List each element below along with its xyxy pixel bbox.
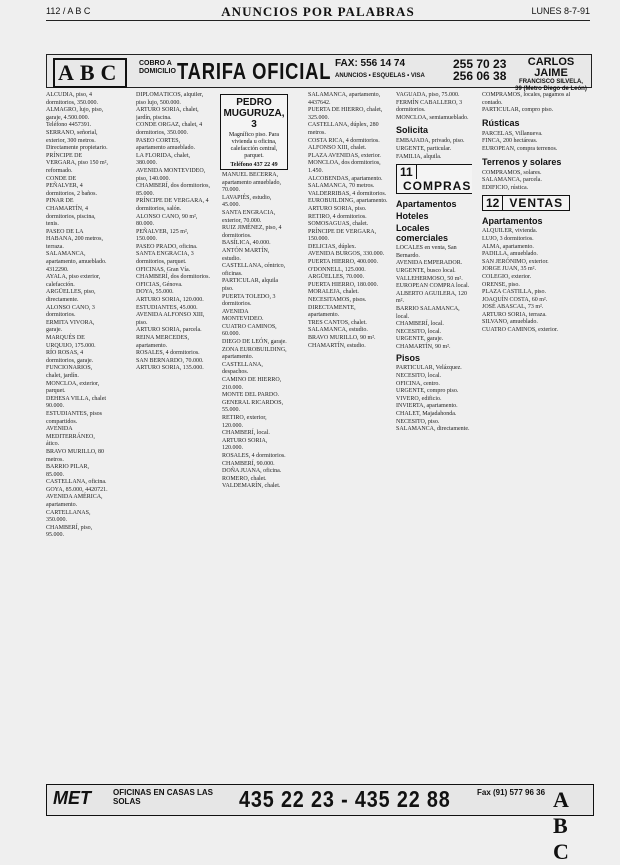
classified-ad: SALAMANCA, directamente. bbox=[396, 426, 470, 433]
classified-ad: ALONSO CANO, 90 m², 80.000. bbox=[136, 213, 198, 228]
classified-ad: CARTELLANAS, 350.000. bbox=[46, 509, 91, 524]
classified-ad: BRAVO MURILLO, 80 metros. bbox=[46, 448, 105, 463]
classified-ad: CHAMBERÍ, dos dormitorios. bbox=[136, 274, 210, 281]
classified-ad: ROSALES, 4 dormitorios. bbox=[136, 350, 200, 357]
classified-ad: PARTICULAR, compro piso. bbox=[482, 107, 554, 114]
classified-ad: ALBERTO AGUILERA, 120 m². bbox=[396, 290, 468, 305]
classified-ad: NECESITO, piso. bbox=[396, 418, 440, 425]
classified-ad: SALAMANCA, estudio. bbox=[308, 327, 368, 334]
section-apartamentos-compras: Apartamentos bbox=[396, 199, 457, 210]
classified-ad: ALCOBENDAS, apartamento. bbox=[308, 175, 383, 182]
classified-ad: FAMILIA, alquila. bbox=[396, 153, 442, 160]
classified-ad: SALAMANCA, parcela. bbox=[482, 177, 542, 184]
classified-ad: AVENIDA MONTEVIDEO. bbox=[222, 308, 264, 323]
classified-ad: COSTA RICA, 4 dormitorios. bbox=[308, 137, 380, 144]
classified-ad: JORGE JUAN, 35 m². bbox=[482, 266, 536, 273]
classified-ad: OFICIAS, Génova. bbox=[136, 281, 183, 288]
classified-ad: EUROBUILDING, apartamento. bbox=[308, 198, 388, 205]
classified-ad: SANTA ENGRACIA, 3 dormitorios, parquet. bbox=[136, 251, 194, 266]
classified-ad: SOMOSAGUAS, chalet. bbox=[308, 221, 369, 228]
classified-ad: DIEGO DE LEÓN, garaje. bbox=[222, 339, 287, 346]
page-number: 112 / A B C bbox=[46, 6, 91, 16]
classified-ad: DOYA, 55.000. bbox=[136, 289, 174, 296]
classified-ad: BRAVO MURILLO, 90 m². bbox=[308, 335, 376, 341]
classified-ad: BARRIO PILAR, 85.000. bbox=[46, 464, 90, 478]
classified-ad: VAGUADA, piso, 75.000. bbox=[396, 92, 460, 98]
classified-ad: EUROPEAN, compra terrenos. bbox=[482, 145, 558, 152]
classified-ad: DIRECTAMENTE, apartamento. bbox=[308, 304, 356, 319]
classified-ad: ARTURO SORIA, 120.000. bbox=[222, 437, 268, 452]
agency-block bbox=[515, 57, 587, 93]
featured-ad-title: PEDRO MUGURUZA, 3 bbox=[223, 97, 285, 130]
classified-ad: ALFONSO XIII, chalet. bbox=[308, 145, 367, 152]
classified-ad: PLAZA AVENIDAS, exterior. bbox=[308, 152, 381, 159]
column-5 bbox=[396, 92, 472, 792]
classified-ad: AVENIDA BURGOS, 330.000. bbox=[308, 251, 385, 258]
classified-ad: FINCA, 200 hectáreas. bbox=[482, 138, 538, 145]
section-hoteles: Hoteles bbox=[396, 211, 429, 222]
section-pisos: Pisos bbox=[396, 353, 421, 364]
section-ventas: 12 VENTAS bbox=[482, 195, 570, 211]
classified-ad: TRES CANTOS, chalet. bbox=[308, 319, 367, 326]
classified-ad: ESTUDIANTES, 45.000. bbox=[136, 304, 198, 311]
classified-ad: CHAMBERÍ, 90.000. bbox=[222, 460, 275, 467]
classified-ad: ARGÜELLES, piso, directamente. bbox=[46, 289, 96, 304]
classified-ad: BARRIO SALAMANCA, local. bbox=[396, 305, 460, 320]
classified-ad: LOCALES en venta, San Bernardo. bbox=[396, 245, 457, 259]
classified-ad: PARTICULAR, alquila piso. bbox=[222, 278, 279, 292]
classified-ad: CHAMARTÍN, 90 m². bbox=[396, 343, 451, 350]
footer-abc-logo: A B C bbox=[553, 787, 573, 864]
classified-ad: CHAMARTÍN, estudio. bbox=[308, 342, 366, 349]
classified-ad: PARCELAS, Villanueva. bbox=[482, 130, 543, 137]
banner-phone-1: 255 70 23 bbox=[453, 57, 507, 71]
column-4 bbox=[308, 92, 388, 792]
column-2 bbox=[136, 92, 210, 792]
classified-ad: CHALET, Majadahonda. bbox=[396, 411, 457, 418]
classified-ad: PUERTA HIERRO, 180.000. bbox=[308, 281, 378, 288]
classified-ad: PUERTA TOLEDO, 3 dormitorios. bbox=[222, 293, 276, 308]
classified-ad: ORENSE, piso. bbox=[482, 281, 520, 288]
classified-ad: DEHESA VILLA, chalet 90.000. bbox=[46, 395, 107, 410]
section-terrenos: Terrenos y solares bbox=[482, 156, 562, 167]
classified-ad: DOÑA JUANA, oficina. bbox=[222, 468, 282, 475]
classified-ad: SAN BERNARDO, 70.000. bbox=[136, 357, 204, 364]
section-locales: Locales comerciales bbox=[396, 223, 449, 244]
column-1 bbox=[46, 92, 108, 792]
classified-ad: ALCUDIA, piso, 4 dormitorios, 350.000. bbox=[46, 92, 98, 106]
tarifa-banner bbox=[46, 54, 592, 92]
classified-ad: ARTURO SORIA, piso. bbox=[308, 205, 367, 212]
classified-ad: URGENTE, particular. bbox=[396, 145, 452, 152]
classified-ad: ERMITA VIVORA, garaje. bbox=[46, 319, 95, 334]
classified-ad: DIPLOMÁTICOS, alquiler, piso lujo, 500.000. bbox=[136, 92, 204, 106]
column-6 bbox=[482, 92, 590, 792]
cobro-domicilio: COBRO A DOMICILIO bbox=[139, 60, 176, 75]
classified-ad: EDIFICIO, rústica. bbox=[482, 184, 529, 191]
classified-ad: AVENIDA MONTEVIDEO, piso, 140.000. bbox=[136, 167, 206, 182]
agency-name: CARLOS JAIME bbox=[527, 56, 575, 79]
classified-ad: AVENIDA ALFONSO XIII, piso. bbox=[136, 312, 205, 326]
footer-banner bbox=[46, 784, 594, 864]
classified-ad: CASTELLANA, dúplex, 280 metros. bbox=[308, 122, 379, 136]
classified-ad: GOYA, 85.000, 4420721. bbox=[46, 486, 108, 493]
classified-ad: CONDE DE PEÑALVER, 4 dormitorios, 2 baños. bbox=[46, 175, 97, 197]
footer-fax: Fax (91) 577 96 36 bbox=[477, 788, 546, 797]
classified-ad: SALAMANCA, apartamento, amueblado. 4312290. bbox=[46, 251, 107, 273]
classified-ad: CAMINO DE HIERRO, 210.000. bbox=[222, 377, 282, 391]
classified-ad: AYALA, piso exterior, calefacción. bbox=[46, 274, 101, 288]
classified-ad: PRÍNCIPE DE VERGARA, 4 dormitorios, salón. bbox=[136, 198, 209, 212]
classified-ad: RÍO ROSAS, 4 dormitorios, garaje. bbox=[46, 350, 94, 364]
classified-ad: ALQUILER, vivienda. bbox=[482, 228, 538, 235]
classified-ad: ARGÜELLES, 70.000. bbox=[308, 274, 364, 281]
classified-ad: SERRANO, señorial, exterior, 300 metros. Directamente propietario. bbox=[46, 129, 108, 152]
section-compras: 11COMPRAS bbox=[396, 164, 472, 194]
classified-ad: RUIZ JIMÉNEZ, piso, 4 dormitorios. bbox=[222, 225, 282, 239]
classified-ad: VALLEHERMOSO, 50 m². bbox=[396, 275, 463, 282]
classified-ad: MONTE DEL PARDO. bbox=[222, 392, 280, 399]
classified-ad: CHAMBERÍ, dos dormitorios, 85.000. bbox=[136, 183, 210, 197]
classified-ad: AVENIDA AMÉRICA, apartamento. bbox=[46, 494, 103, 509]
classified-ad: PASEO CORTES, apartamento amueblado. bbox=[136, 137, 195, 152]
classified-ad: CHAMBERÍ, piso, 95.000. bbox=[46, 524, 93, 539]
banner-subtitle: ANUNCIOS • ESQUELAS • VISA bbox=[335, 73, 425, 79]
classified-ad: ANTÓN MARTÍN, estudio. bbox=[222, 247, 270, 262]
classified-ad: PINAR DE CHAMARTÍN, 4 dormitorios, piscina, tenis. bbox=[46, 198, 96, 228]
classified-ad: VIVERO, edificio. bbox=[396, 395, 442, 402]
classified-ad: CONDE ORGAZ, chalet, 4 dormitorios, 350.000. bbox=[136, 122, 203, 136]
classified-ad: ARTURO SORIA, 135.000. bbox=[136, 365, 204, 372]
column-3 bbox=[222, 172, 288, 782]
classified-ad: PLAZA CASTILLA, piso. bbox=[482, 289, 547, 296]
classified-ad: MARQUÉS DE URQUIJO, 175.000. bbox=[46, 335, 96, 349]
section-rusticas: Rústicas bbox=[482, 117, 520, 128]
classified-ad: URGENTE, garaje. bbox=[396, 336, 444, 343]
classified-ad: COLEGIO, exterior. bbox=[482, 273, 532, 280]
page-header bbox=[46, 4, 590, 21]
classified-ad: FUNCIONARIOS, chalet, jardín. bbox=[46, 365, 93, 379]
classified-ad: ARTURO SORIA, parcela. bbox=[136, 327, 202, 334]
classified-ad: ZONA EUROBUILDING, apartamento. bbox=[222, 346, 287, 361]
classified-ad: PRÍNCIPE DE VERGARA, piso 150 m², reformado. bbox=[46, 152, 108, 174]
classified-ad: COMPRAMOS, locales, pagamos al contado. bbox=[482, 92, 571, 106]
classified-ad: RETIRO, 4 dormitorios. bbox=[308, 213, 367, 220]
classified-ad: CHAMBERÍ, local. bbox=[222, 430, 270, 437]
footer-offices: OFICINAS EN CASAS LAS SOLAS bbox=[113, 788, 214, 806]
agency-address: FRANCISCO SILVELA, 39 (Metro Diego de León) bbox=[515, 79, 587, 92]
classified-ad: NECESITAMOS, pisos. bbox=[308, 297, 367, 304]
classified-ad: ARTURO SORIA, terraza. bbox=[482, 311, 547, 318]
fax-number: FAX: 556 14 74 bbox=[335, 58, 406, 69]
classified-ad: SANTA ENGRACIA, exterior, 70.000. bbox=[222, 209, 276, 224]
classified-ad: NECESITO, local. bbox=[396, 328, 442, 335]
banner-phones bbox=[453, 58, 506, 82]
classified-ad: BASÍLICA, 40.000. bbox=[222, 240, 271, 247]
classified-ad: ROMERO, chalet. bbox=[222, 475, 267, 482]
classified-ad: LAVAPIÉS, estudio, 45.000. bbox=[222, 194, 272, 209]
classified-ad: EUROPEAN COMPRA local. bbox=[396, 283, 470, 290]
classified-ad: GENERAL RICARDOS, 55.000. bbox=[222, 399, 284, 414]
classified-ad: SILVANO, amueblado. bbox=[482, 319, 538, 326]
page-title: ANUNCIOS POR PALABRAS bbox=[221, 4, 415, 19]
classified-ad: LUJO, 3 dormitorios. bbox=[482, 235, 534, 242]
classified-ad: EMBAJADA, privado, piso. bbox=[396, 138, 465, 145]
classified-ad: URGENTE, compro piso. bbox=[396, 388, 459, 395]
page-date: LUNES 8-7-91 bbox=[531, 6, 590, 16]
classified-ad: AVENIDA EMPERADOR. bbox=[396, 260, 463, 267]
classified-ad: ARTURO SORIA, 120.000. bbox=[136, 297, 204, 304]
classified-ad: PUERTA DE HIERRO, chalet, 325.000. bbox=[308, 107, 383, 121]
classified-ad: MONCLOA, semiamueblado. bbox=[396, 114, 469, 121]
classified-ad: CASTELLANA, despachos. bbox=[222, 361, 263, 376]
classified-ad: CUATRO CAMINOS, exterior. bbox=[482, 327, 558, 334]
classified-ad: OFICINA, centro. bbox=[396, 380, 440, 387]
classified-ad: REINA MERCEDES, apartamento. bbox=[136, 335, 190, 349]
classified-ad: JOAQUÍN COSTA, 60 m². bbox=[482, 296, 548, 303]
footer-phone: 435 22 23 - 435 22 88 bbox=[239, 786, 451, 812]
classified-ad: MANUEL BECERRA, apartamento amueblado, 70.000. bbox=[222, 172, 281, 194]
classified-ad: CUATRO CAMINOS, 60.000. bbox=[222, 323, 277, 338]
classified-ad: MORALEJA, chalet. bbox=[308, 289, 359, 296]
classified-ad: PASEO DE LA HABANA, 200 metros, terraza. bbox=[46, 228, 103, 250]
featured-ad-text: Magnífico piso. Para vivienda u oficina, calefacción central, parquet. bbox=[228, 132, 280, 159]
classified-ad: SALAMANCA, apartamento, 4437642. bbox=[308, 92, 381, 106]
featured-ad-pedro bbox=[220, 94, 288, 170]
classified-ad: O'DONNELL, 125.000. bbox=[308, 266, 366, 273]
classified-ad: ALONSO CANO, 3 dormitorios. bbox=[46, 304, 95, 319]
classified-ad: DELICIAS, dúplex. bbox=[308, 243, 357, 250]
classified-ad: AVENIDA MEDITERRÁNEO, ático. bbox=[46, 426, 95, 448]
classified-ad: OFICINAS, Gran Vía. bbox=[136, 266, 191, 273]
classified-ad: PEÑALVER, 125 m², 150.000. bbox=[136, 228, 189, 243]
featured-ad-phone: Teléfono 437 22 49 bbox=[230, 162, 278, 168]
classified-ad: JOSÉ ABASCAL, 73 m². bbox=[482, 304, 544, 311]
classified-ad: INVIERTA, apartamento. bbox=[396, 403, 458, 410]
classified-ad: CASTELLANA, céntrico, oficinas. bbox=[222, 263, 286, 277]
classified-ad: ALMAGRO, lujo, piso, garaje, 4.500.000. Teléfono 4457391. bbox=[46, 107, 104, 129]
classified-ad: PADILLA, amueblado. bbox=[482, 251, 538, 258]
classified-ad: VALDERRIBAS, 4 dormitorios. bbox=[308, 190, 387, 197]
classified-ad: ALMA, apartamento. bbox=[482, 243, 534, 250]
tarifa-oficial: TARIFA OFICIAL bbox=[177, 58, 332, 84]
classified-ad: PRÍNCIPE DE VERGARA, 150.000. bbox=[308, 228, 377, 243]
classified-ad: PUERTA HIERRO, 400.000. bbox=[308, 259, 378, 266]
classified-ad: SALAMANCA, 70 metros. bbox=[308, 183, 375, 190]
classified-ad: VALDEMARÍN, chalet. bbox=[222, 483, 281, 490]
met-logo: MET bbox=[53, 788, 91, 808]
section-apartamentos: Apartamentos bbox=[482, 216, 543, 227]
classified-ad: LA FLORIDA, chalet, 380.000. bbox=[136, 152, 190, 167]
classified-ad: PASEO PRADO, oficina. bbox=[136, 243, 198, 250]
classified-ad: SAN JERÓNIMO, exterior. bbox=[482, 258, 549, 265]
classified-ad: NECESITO, local. bbox=[396, 373, 442, 380]
classified-ad: RETIRO, exterior, 120.000. bbox=[222, 415, 267, 429]
classified-ad: CASTELLANA, oficina. bbox=[46, 479, 107, 486]
classified-ad: MONCLOA, dos dormitorios, 1.450. bbox=[308, 160, 381, 174]
classified-ad: ARTURO SORIA, chalet, jardín, piscina. bbox=[136, 107, 199, 121]
classified-ad: ROSALES, 4 dormitorios. bbox=[222, 452, 286, 459]
section-solicita: Solicita bbox=[396, 125, 429, 136]
classified-ad: COMPRAMOS, solares. bbox=[482, 169, 542, 176]
classified-ad: MONCLOA, exterior, parquet. bbox=[46, 380, 100, 395]
banner-phone-2: 256 06 38 bbox=[453, 69, 507, 83]
classified-ad: ESTUDIANTES, pisos compartidos. bbox=[46, 410, 103, 425]
abc-logo: ABC bbox=[53, 57, 129, 88]
classified-ad: URGENTE, busco local. bbox=[396, 267, 456, 274]
classified-ad: FERMÍN CABALLERO, 3 dormitorios. bbox=[396, 99, 463, 114]
classified-ad: PARTICULAR, Velázquez. bbox=[396, 365, 462, 372]
classified-ad: CHAMBERÍ, local. bbox=[396, 321, 444, 328]
